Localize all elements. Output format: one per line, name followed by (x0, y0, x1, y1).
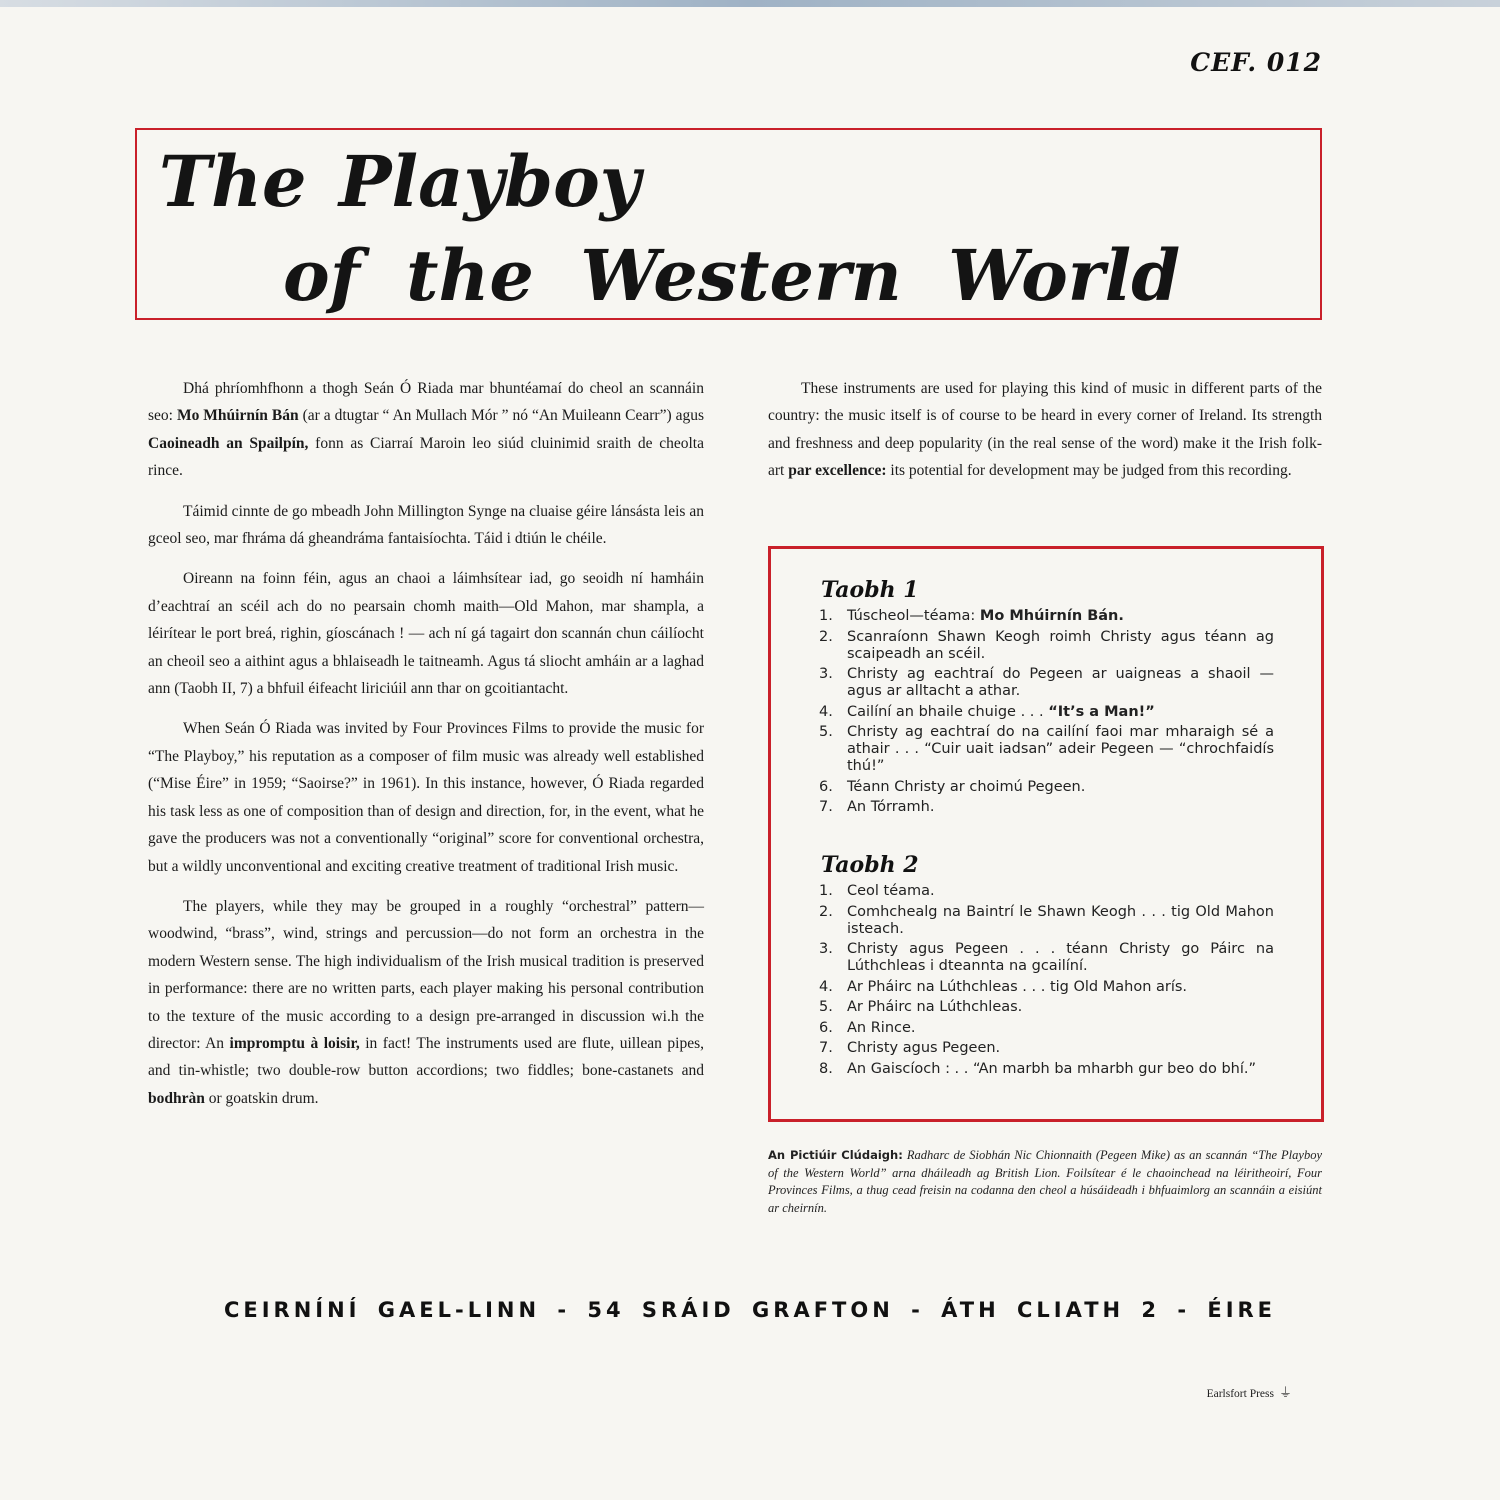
track-item (819, 904, 1274, 938)
track-number: 5. (819, 724, 833, 740)
track-title: An Gaiscíoch : . . “An marbh ba mharbh gur beo do bhí.” (847, 1060, 1256, 1077)
track-number: 1. (819, 608, 833, 624)
track-item (819, 941, 1274, 975)
caption-text: Radharc de Siobhán Nic Chionnaith (Pegeen Mike) as an scannán “The Playboy of the Western World” arna dháileadh ag British Lion. Foilsítear é le chaoinchead na léiritheoirí, Four Provinces Films, a thug cead freisin na codanna den cheol a húsáideadh i bhfuaimlorg an scannáin a eisiúnt ar cheirnín. (768, 1148, 1322, 1215)
track-title: Téann Christy ar choimú Pegeen. (847, 778, 1086, 795)
paragraph-irish-1: Dhá phríomhfhonn a thogh Seán Ó Riada mar bhuntéamaí do cheol an scannáin seo: Mo Mhúirnín Bán (ar a dtugtar “ An Mullach Mór ” nó “An Muileann Cearr”) agus Caoineadh an Spailpín, fonn as Ciarraí Maroin leo siúd cluinimid sraith de cheolta rince. (148, 380, 704, 480)
track-title: Ceol téama. (847, 883, 935, 899)
track-title: Christy ag eachtraí do Pegeen ar uaigneas a shaoil — agus ar alltacht a athar. (847, 666, 1274, 699)
side-2-heading: Taobh 2 (821, 852, 919, 878)
printer-mark-icon: ⏚ (1278, 1385, 1292, 1400)
side-1-tracklist (819, 608, 1274, 820)
paragraph-irish-2: Táimid cinnte de go mbeadh John Millington Synge na cluaise géire lánsásta leis an gceol seo, mar fhráma dá gheandráma fantaisíochta. Táid i dtiún le chéile. (148, 502, 704, 548)
track-title: Christy ag eachtraí do na cailíní faoi mar mharaigh sé a athair . . . “Cuir uait iadsan” adeir Pegeen — “chrochfaidís thú!” (847, 724, 1274, 774)
track-title: Túscheol—téama: (847, 608, 980, 624)
track-item (819, 1061, 1274, 1078)
track-number: 8. (819, 1060, 833, 1077)
track-number: 3. (819, 941, 833, 957)
title-line-2: of the Western World (283, 234, 1181, 317)
track-number: 7. (819, 1040, 833, 1056)
side-2-tracklist (819, 883, 1274, 1081)
paragraph-english-3: These instruments are used for playing this kind of music in different parts of the country: the music itself is of course to be heard in every corner of Ireland. Its strength and freshness and deep popularity (in the real sense of the word) make it the Irish folk-art par excellence: its potential for development may be judged from this recording. (768, 380, 1322, 480)
track-item (819, 608, 1274, 625)
side-1-heading: Taobh 1 (821, 577, 919, 603)
track-item (819, 724, 1274, 775)
track-item (819, 704, 1274, 721)
cover-caption (768, 1147, 1322, 1217)
track-number: 6. (819, 778, 833, 795)
liner-notes-right (768, 375, 1322, 485)
tracklist-frame (768, 546, 1324, 1122)
track-number: 4. (819, 703, 833, 720)
catalog-number: CEF. 012 (1190, 48, 1322, 77)
track-number: 1. (819, 883, 833, 899)
publisher-address: CEIRNÍNÍ GAEL-LINN - 54 SRÁID GRAFTON - ÁTH CLIATH 2 - ÉIRE (223, 1298, 1277, 1322)
track-number: 6. (819, 1019, 833, 1036)
track-title: Ar Pháirc na Lúthchleas . . . tig Old Mahon arís. (847, 978, 1188, 995)
track-title: An Rince. (847, 1019, 916, 1036)
track-number: 4. (819, 978, 833, 995)
track-item (819, 999, 1274, 1016)
track-item (819, 666, 1274, 700)
paragraph-irish-3: Oireann na foinn féin, agus an chaoi a láimhsítear iad, go seoidh ní hamháin d’eachtraí an scéil ach do no pearsain chomh maith—Old Mahon, mar shampla, a léirítear le port breá, righin, gíoscánach ! — ach ní gá tagairt don scannán chun cáilíocht an cheoil seo a aithint agus a bhlaiseadh le taitneamh. Agus tá sliocht amháin ar a laghad ann (Taobh II, 7) a bhfuil éifeacht liriciúil ann thar on gcoitiantacht. (148, 570, 704, 698)
liner-notes-left (148, 375, 704, 1125)
caption-label: An Pictiúir Clúdaigh: (768, 1148, 903, 1162)
track-title: Comhchealg na Baintrí le Shawn Keogh . . . tig Old Mahon isteach. (847, 903, 1274, 937)
track-number: 2. (819, 903, 833, 920)
track-item (819, 799, 1274, 816)
track-item (819, 629, 1274, 663)
track-title-emphasis: “It’s a Man!” (1048, 703, 1155, 720)
track-title: Scanraíonn Shawn Keogh roimh Christy agus téann ag scaipeadh an scéil. (847, 628, 1274, 662)
track-number: 5. (819, 999, 833, 1015)
track-number: 7. (819, 799, 833, 815)
track-item (819, 779, 1274, 796)
track-title: Ar Pháirc na Lúthchleas. (847, 999, 1023, 1015)
track-title: An Tórramh. (847, 799, 935, 815)
track-item (819, 1020, 1274, 1037)
track-title: Christy agus Pegeen . . . téann Christy go Páirc na Lúthchleas i dteannta na gcailíní. (847, 941, 1274, 974)
track-item (819, 979, 1274, 996)
title-line-1: The Playboy (159, 140, 641, 223)
track-number: 2. (819, 628, 833, 645)
track-number: 3. (819, 666, 833, 682)
printer-credit: Earlsfort Press ⏚ (1207, 1382, 1292, 1401)
paragraph-english-2: The players, while they may be grouped in a roughly “orchestral” pattern—woodwind, “brass”, wind, strings and percussion—do not form an orchestra in the modern Western sense. The high individualism of the Irish musical tradition is preserved in performance: there are no written parts, each player making his personal contribution to the texture of the music according to a design pre-arranged in discussion wi.h the director: An impromptu à loisir, in fact! The instruments used are flute, uillean pipes, and tin-whistle; two double-row button accordions; two fiddles; bone-castanets and bodhràn or goatskin drum. (148, 897, 704, 1107)
scan-edge (0, 0, 1500, 7)
title-frame (135, 128, 1322, 320)
track-item (819, 1040, 1274, 1057)
track-title: Christy agus Pegeen. (847, 1040, 1001, 1056)
paragraph-english-1: When Seán Ó Riada was invited by Four Provinces Films to provide the music for “The Playboy,” his reputation as a composer of film music was already well established (“Mise Éire” in 1959; “Saoirse?” in 1961). In this instance, however, Ó Riada regarded his task less as one of composition than of design and direction, for, in the event, what he gave the producers was not a conventionally “original” score for conventional orchestra, but a wildly unconventional and exciting creative treatment of traditional Irish music. (148, 720, 704, 875)
track-item (819, 883, 1274, 900)
track-title-emphasis: Mo Mhúirnín Bán. (979, 608, 1124, 624)
track-title: Cailíní an bhaile chuige . . . (847, 703, 1049, 720)
